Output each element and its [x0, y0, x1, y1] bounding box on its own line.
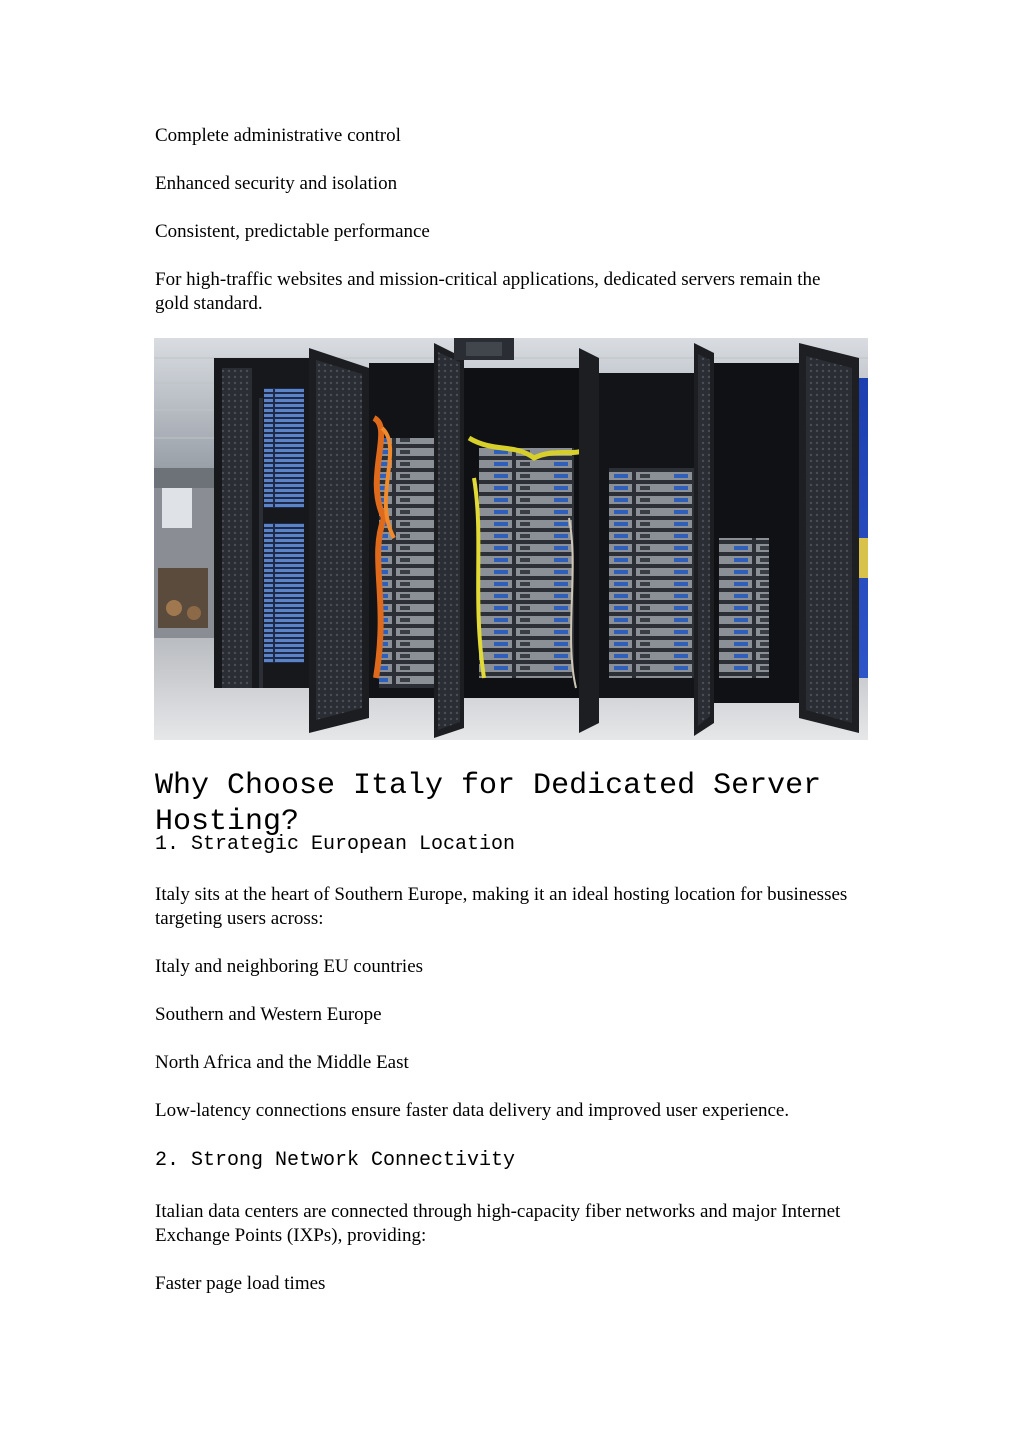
intro-item-admin-control: Complete administrative control	[155, 125, 401, 146]
region-item-italy-eu: Italy and neighboring EU countries	[155, 956, 424, 977]
section-heading: Why Choose Italy for Dedicated Server Hosting?	[155, 769, 822, 839]
intro-summary: For high-traffic websites and mission-critical applications, dedicated servers remain the gold standard.	[155, 269, 821, 314]
connectivity-item-page-load: Faster page load times	[155, 1273, 326, 1294]
region-item-north-africa-middle-east: North Africa and the Middle East	[155, 1052, 409, 1073]
region-item-southern-western-europe: Southern and Western Europe	[155, 1004, 382, 1025]
subsection-2-heading: 2. Strong Network Connectivity	[155, 1149, 516, 1172]
server-racks-photo	[154, 338, 868, 740]
subsection-2-intro: Italian data centers are connected through high-capacity fiber networks and major Internet Exchange Points (IXPs), providing:	[155, 1201, 841, 1246]
subsection-1-intro: Italy sits at the heart of Southern Europe, making it an ideal hosting location for businesses targeting users across:	[155, 884, 848, 929]
intro-item-security: Enhanced security and isolation	[155, 173, 398, 194]
subsection-1-conclusion: Low-latency connections ensure faster data delivery and improved user experience.	[155, 1100, 790, 1121]
intro-item-performance: Consistent, predictable performance	[155, 221, 430, 242]
subsection-1-heading: 1. Strategic European Location	[155, 833, 516, 856]
